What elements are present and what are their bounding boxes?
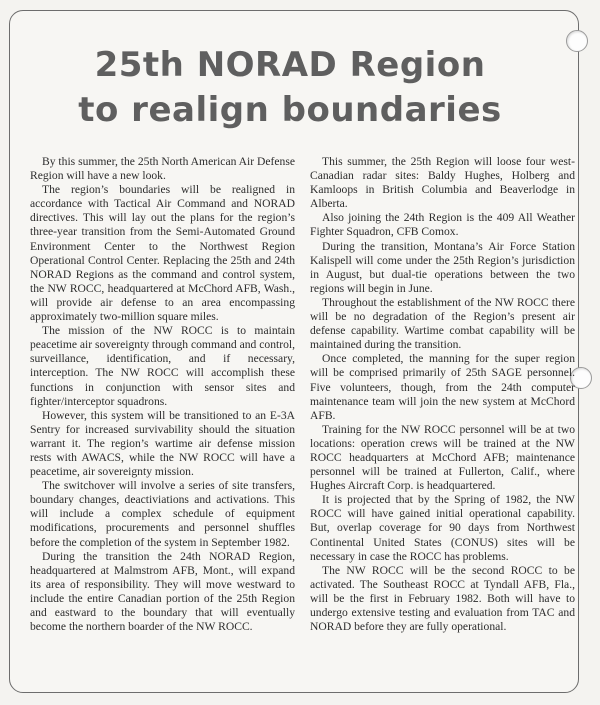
paragraph: During the transition the 24th NORAD Region, headquartered at Malmstrom AFB, Mont., will expand its area of responsibility. They will move westward to include the entire Canadian portion of the 25th Region and eastward to the boundary that will eventually become the northern boarder of the NW ROCC. bbox=[30, 549, 295, 634]
paragraph: Also joining the 24th Region is the 409 All Weather Fighter Squadron, CFB Comox. bbox=[310, 211, 575, 239]
paragraph: It is projected that by the Spring of 1982, the NW ROCC will have gained initial operational capability. But, overlap coverage for 90 days from Northwest Continental United States (CONUS) sites will be necessary in case the ROCC has problems. bbox=[310, 493, 575, 563]
article-headline bbox=[20, 43, 560, 133]
article-column-right bbox=[310, 155, 575, 634]
paragraph: During the transition, Montana’s Air Force Station Kalispell will come under the 25th Region’s jurisdiction in August, but dual-tie operations between the two regions will begin in June. bbox=[310, 239, 575, 295]
paragraph: Throughout the establishment of the NW ROCC there will be no degradation of the Region’s present air defense capability. Wartime combat capability will be maintained during the transition. bbox=[310, 295, 575, 352]
headline-line-2: to realign boundaries bbox=[78, 90, 502, 130]
paragraph: However, this system will be transitioned to an E-3A Sentry for increased survivability should the situation warrant it. The region’s wartime air defense mission rests with AWACS, while the NW ROCC will have a peacetime, air sovereignty mission. bbox=[30, 408, 295, 479]
article-column-left bbox=[30, 155, 295, 634]
paragraph: The NW ROCC will be the second ROCC to be activated. The Southeast ROCC at Tyndall AFB, Fla., will be the first in February 1982. Both will have to undergo extensive testing and evaluation from TAC and NORAD before they are fully operational. bbox=[310, 563, 575, 634]
paragraph: The mission of the NW ROCC is to maintain peacetime air sovereignty through command and control, surveillance, identification, and if necessary, interception. The NW ROCC will accomplish these functions in conjunction with sensor sites and fighter/interceptor squadrons. bbox=[30, 324, 295, 408]
paragraph: The region’s boundaries will be realigned in accordance with Tactical Air Command and NORAD directives. This will lay out the plans for the region’s three-year transition from the Semi-Automated Ground Environment Center to the Northwest Region Operational Control Center. Replacing the 25th and 24th NORAD Regions as the command and control system, the NW ROCC, headquartered at McChord AFB, Wash., will provide air defense to an area encompassing approximately two-million square miles. bbox=[30, 183, 295, 324]
paragraph: The switchover will involve a series of site transfers, boundary changes, deactiviations and activations. This will include a complex schedule of equipment modifications, procurements and personnel shuffles before the completion of the system in September 1982. bbox=[30, 479, 295, 549]
headline-line-1: 25th NORAD Region bbox=[94, 45, 486, 85]
paragraph: By this summer, the 25th North American Air Defense Region will have a new look. bbox=[30, 155, 295, 183]
paragraph: This summer, the 25th Region will loose four west-Canadian radar sites: Baldy Hughes, Holberg and Kamloops in British Columbia and Beaverlodge in Alberta. bbox=[310, 155, 575, 211]
paragraph: Training for the NW ROCC personnel will be at two locations: operation crews will be trained at the NW ROCC headquarters at McChord AFB; maintenance personnel will be trained at Fullerton, Calif., where Hughes Aircraft Corp. is headquartered. bbox=[310, 422, 575, 493]
punch-hole-top bbox=[566, 30, 588, 52]
paragraph: Once completed, the manning for the super region will be comprised primarily of 25th SAGE personnel. Five volunteers, though, from the 24th computer maintenance team will join the new system at McChord AFB. bbox=[310, 352, 575, 422]
